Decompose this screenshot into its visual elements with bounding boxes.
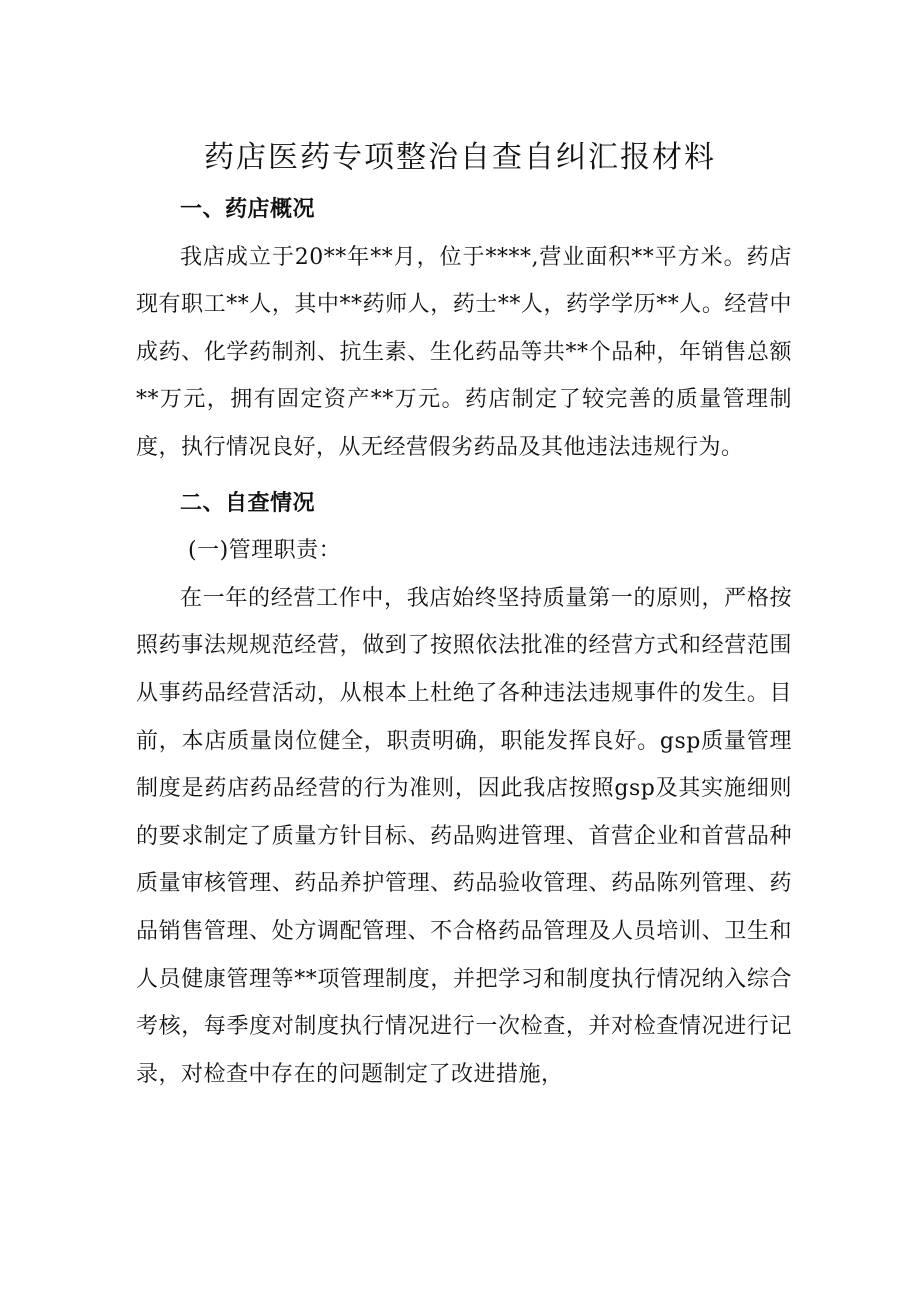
- document-title: 药店医药专项整治自查自纠汇报材料: [204, 140, 716, 175]
- section-spacer: [136, 472, 792, 480]
- section-heading-overview: 一、药店概况: [180, 197, 316, 222]
- section-heading-self-inspection: 二、自查情况: [180, 490, 316, 516]
- subsection-heading-management: (一)管理职责：: [188, 538, 342, 564]
- paragraph-overview: 我店成立于20**年**月，位于****,营业面积**平方米。药店现有职工**人，其中**药师人，药士**人，药学学历**人。经营中成药、化学药制剂、抗生素、生化药品等共**个品种，年销售总额**万元，拥有固定资产**万元。药店制定了较完善的质量管理制度，执行情况良好，从无经营假劣药品及其他违法违规行为。: [136, 244, 792, 460]
- document-body: [136, 186, 792, 1098]
- paragraph-management: 在一年的经营工作中，我店始终坚持质量第一的原则，严格按照药事法规规范经营，做到了按照依法批准的经营方式和经营范围从事药品经营活动，从根本上杜绝了各种违法违规事件的发生。目前，本店质量岗位健全，职责明确，职能发挥良好。gsp质量管理制度是药店药品经营的行为准则，因此我店按照gsp及其实施细则的要求制定了质量方针目标、药品购进管理、首营企业和首营品种质量审核管理、药品养护管理、药品验收管理、药品陈列管理、药品销售管理、处方调配管理、不合格药品管理及人员培训、卫生和人员健康管理等**项管理制度，并把学习和制度执行情况纳入综合考核，每季度对制度执行情况进行一次检查，并对检查情况进行记录，对检查中存在的问题制定了改进措施，: [136, 585, 792, 1087]
